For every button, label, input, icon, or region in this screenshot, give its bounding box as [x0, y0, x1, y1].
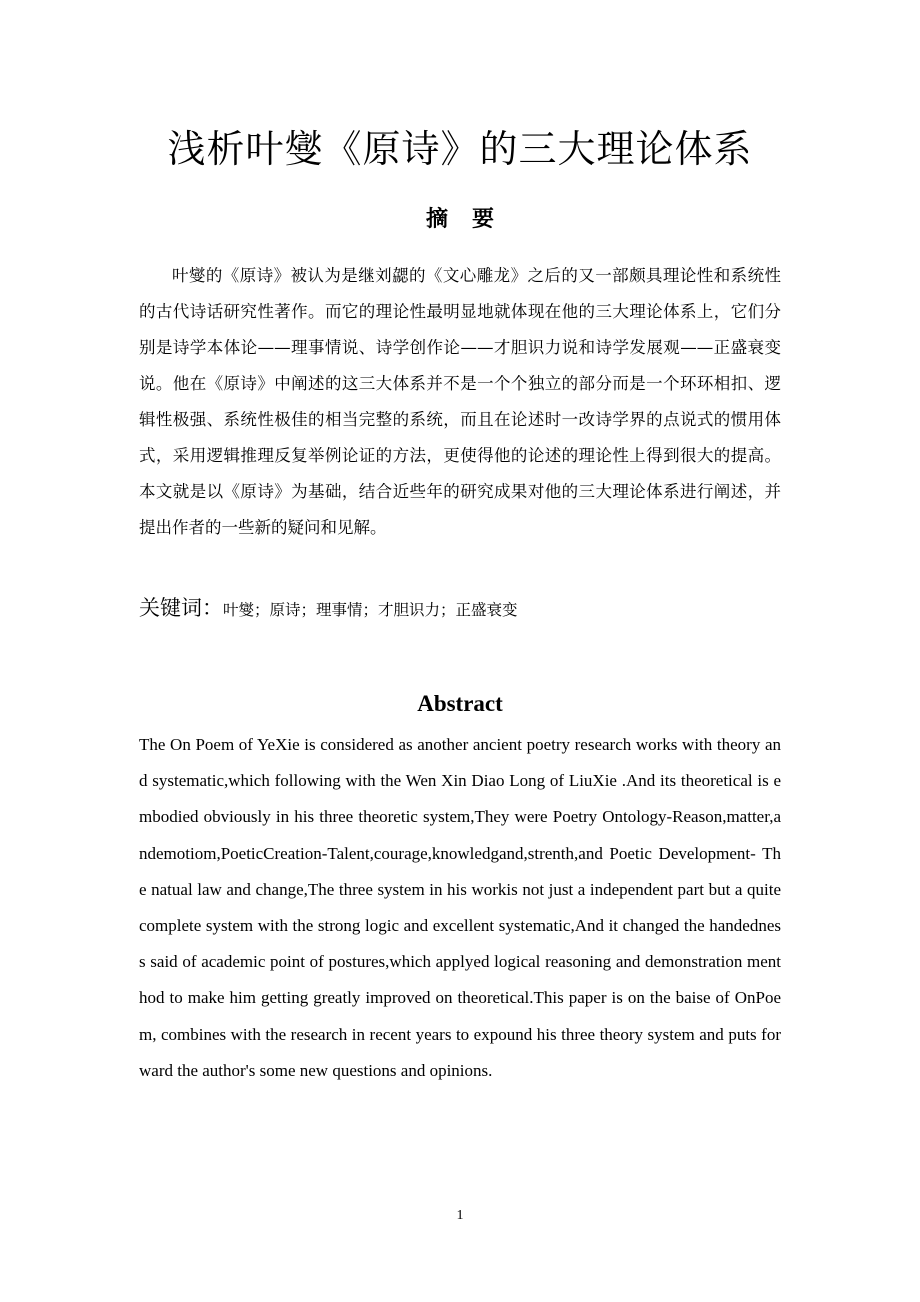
abstract-en-body: The On Poem of YeXie is considered as another ancient poetry research works with theory and systematic,which following with the Wen Xin Diao Long of LiuXie .And its theoretical is embodied obviously in his three theoretic system,They were Poetry Ontology-Reason,matter,andemotiom,PoeticCreation-Talent,courage,knowledgand,strenth,and Poetic Development- The natual law and change,The three system in his workis not just a independent part but a quite complete system with the strong logic and excellent systematic,And it changed the handedness said of academic point of postures,which applyed logical reasoning and demonstration menthod to make him getting greatly improved on theoretical.This paper is on the baise of OnPoem, combines with the research in recent years to expound his three theory system and puts forward the author's some new questions and opinions.	[139, 735, 781, 1080]
abstract-en-heading: Abstract	[417, 691, 503, 716]
abstract-cn-body: 叶燮的《原诗》被认为是继刘勰的《文心雕龙》之后的又一部颇具理论性和系统性的古代诗话研究性著作。而它的理论性最明显地就体现在他的三大理论体系上，它们分别是诗学本体论——理事情说、诗学创作论——才胆识力说和诗学发展观——正盛衰变说。他在《原诗》中阐述的这三大体系并不是一个个独立的部分而是一个环环相扣、逻辑性极强、系统性极佳的相当完整的系统，而且在论述时一改诗学界的点说式的惯用体式，采用逻辑推理反复举例论证的方法，更使得他的论述的理论性上得到很大的提高。本文就是以《原诗》为基础，结合近些年的研究成果对他的三大理论体系进行阐述，并提出作者的一些新的疑问和见解。	[139, 266, 781, 537]
keywords-line	[139, 590, 781, 628]
page-number: 1	[456, 1208, 464, 1223]
abstract-cn-heading: 摘要	[425, 207, 518, 232]
document-title: 浅析叶燮《原诗》的三大理论体系	[167, 127, 753, 171]
keywords-text: 叶燮；原诗；理事情；才胆识力；正盛衰变	[223, 601, 518, 619]
keywords-label: 关键词：	[139, 596, 223, 620]
